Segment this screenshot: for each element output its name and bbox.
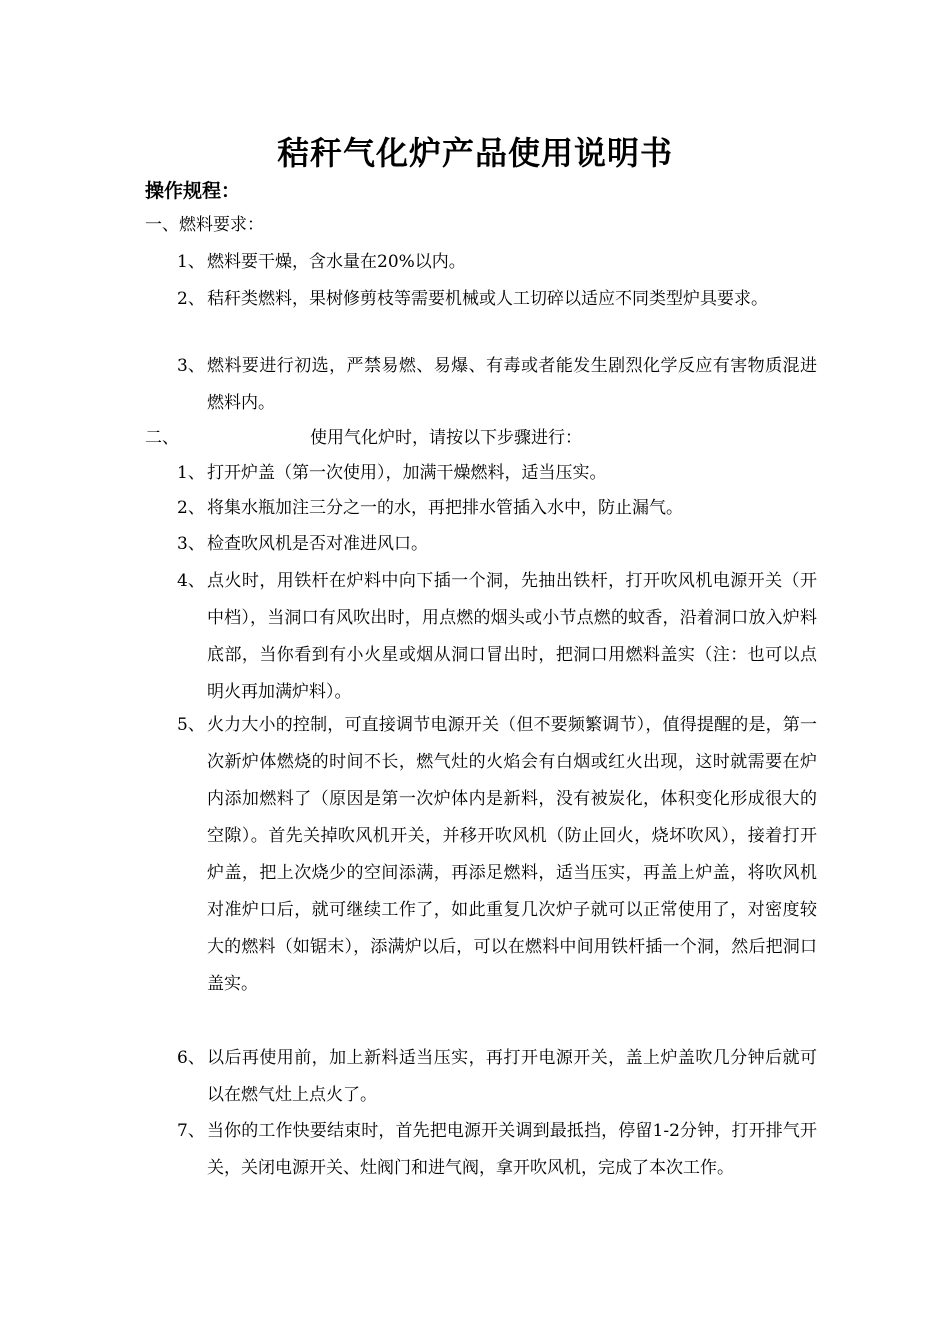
section2-heading: 使用气化炉时，请按以下步骤进行： [310, 428, 582, 448]
list-item [177, 1113, 817, 1187]
list-item [177, 1040, 817, 1114]
list-item [177, 281, 817, 318]
item-text: 检查吹风机是否对准进风口。 [207, 534, 428, 554]
item-number: 2、 [177, 289, 205, 309]
list-item [177, 563, 817, 711]
item-number: 2、 [177, 498, 205, 518]
item-number: 7、 [177, 1121, 205, 1141]
item-text: 当你的工作快要结束时，首先把电源开关调到最抵挡，停留1-2分钟，打开排气开关，关闭电源开关、灶阀门和进气阀，拿开吹风机，完成了本次工作。 [207, 1121, 817, 1178]
item-text: 以后再使用前，加上新料适当压实，再打开电源开关，盖上炉盖吹几分钟后就可以在燃气灶上点火了。 [207, 1048, 817, 1105]
section-subtitle: 操作规程： [145, 180, 241, 202]
page-title: 秸秆气化炉产品使用说明书 [276, 134, 673, 172]
item-number: 5、 [177, 715, 205, 735]
item-text: 火力大小的控制，可直接调节电源开关（但不要频繁调节），值得提醒的是，第一次新炉体燃烧的时间不长，燃气灶的火焰会有白烟或红火出现，这时就需要在炉内添加燃料了（原因是第一次炉体内是新料，没有被炭化，体积变化形成很大的空隙）。首先关掉吹风机开关，并移开吹风机（防止回火，烧坏吹风），接着打开炉盖，把上次烧少的空间添满，再添足燃料，适当压实，再盖上炉盖，将吹风机对准炉口后，就可继续工作了，如此重复几次炉子就可以正常使用了，对密度较大的燃料（如锯末），添满炉以后，可以在燃料中间用铁杆插一个洞，然后把洞口盖实。 [207, 715, 817, 994]
item-text: 将集水瓶加注三分之一的水，再把排水管插入水中，防止漏气。 [207, 498, 683, 518]
list-item [177, 707, 817, 1003]
item-text: 燃料要干燥，含水量在20%以内。 [207, 252, 466, 272]
section2-label: 二、 [145, 428, 179, 448]
item-number: 3、 [177, 356, 205, 376]
list-item [177, 244, 817, 281]
item-text: 秸秆类燃料，果树修剪枝等需要机械或人工切碎以适应不同类型炉具要求。 [207, 289, 768, 309]
item-number: 3、 [177, 534, 205, 554]
list-item [177, 526, 817, 563]
list-item [177, 490, 817, 527]
item-number: 6、 [177, 1048, 205, 1068]
item-number: 4、 [177, 571, 205, 591]
item-number: 1、 [177, 463, 205, 483]
item-text: 点火时，用铁杆在炉料中向下插一个洞，先抽出铁杆，打开吹风机电源开关（开中档），当洞口有风吹出时，用点燃的烟头或小节点燃的蚊香，沿着洞口放入炉料底部，当你看到有小火星或烟从洞口冒出时，把洞口用燃料盖实（注：也可以点明火再加满炉料）。 [207, 571, 817, 702]
list-item [177, 348, 817, 422]
item-text: 打开炉盖（第一次使用），加满干燥燃料，适当压实。 [207, 463, 607, 483]
item-number: 1、 [177, 252, 205, 272]
item-text: 燃料要进行初选，严禁易燃、易爆、有毒或者能发生剧烈化学反应有害物质混进燃料内。 [207, 356, 817, 413]
list-item [177, 455, 817, 492]
section1-heading: 一、燃料要求： [145, 215, 264, 235]
